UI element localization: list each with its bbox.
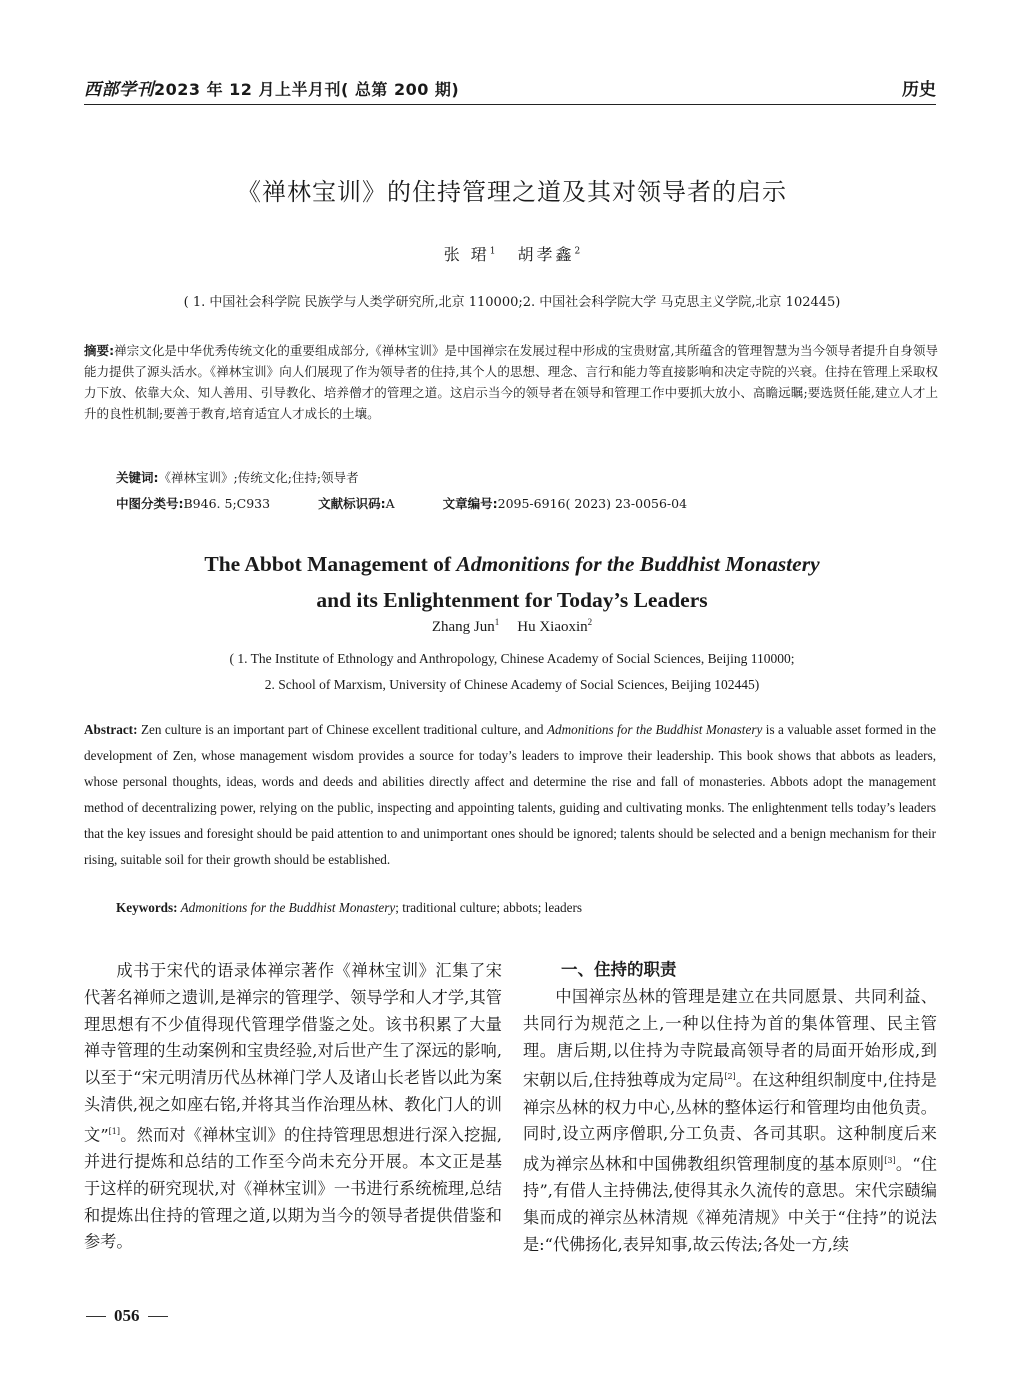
classification-info [116, 494, 687, 512]
english-keywords [116, 900, 582, 916]
doc-value: A [385, 496, 395, 511]
chinese-title: 《禅林宝训》的住持管理之道及其对领导者的启示 [237, 178, 787, 206]
author-2-en-sup: 2 [587, 617, 593, 627]
english-affiliation [0, 646, 1024, 698]
author-1-en: Zhang Jun [431, 619, 495, 635]
body-paragraph [523, 984, 937, 1259]
chinese-affiliation: ( 1. 中国社会科学院 民族学与人类学研究所,北京 110000;2. 中国社会科学院大学 马克思主义学院,北京 102445) [183, 295, 841, 310]
article-label: 文章编号: [442, 496, 498, 511]
journal-logo: 西部学刊 [84, 80, 154, 100]
english-keywords-label: Keywords: [116, 900, 178, 915]
citation-marker: [2] [724, 1072, 736, 1082]
body-left-column [84, 958, 502, 1256]
document-code [318, 494, 395, 512]
body-text: 。在这种组织制度中,住持是禅宗丛林的权力中心,丛林的整体运行和管理均由他负责。同时,设立两序僧职,分工负责、各司其职。这种制度后来成为禅宗丛林和中国佛教组织管理制度的基本原则 [523, 1070, 937, 1174]
running-header [84, 70, 936, 105]
author-2-en: Hu Xiaoxin [517, 619, 588, 635]
article-value: 2095-6916( 2023) 23-0056-04 [497, 496, 688, 511]
section-heading: 一、住持的职责 [561, 960, 677, 979]
dash-right [148, 1316, 168, 1317]
page-number-value: 056 [114, 1306, 140, 1325]
english-abstract-label: Abstract: [84, 722, 138, 737]
body-right-column [523, 958, 937, 1259]
english-keywords-rest: ; traditional culture; abbots; leaders [395, 900, 583, 915]
chinese-keywords [116, 468, 359, 486]
english-affiliation-line-1: ( 1. The Institute of Ethnology and Anthropology, Chinese Academy of Social Sciences, Beijing 110000; [229, 651, 795, 666]
journal-issue: 2023 年 12 月上半月刊( 总第 200 期) [154, 80, 460, 99]
english-title-line-2: and its Enlightenment for Today’s Leaders [316, 588, 708, 612]
english-title-line-1 [0, 546, 1024, 582]
english-abstract [84, 717, 936, 873]
author-1-cn: 张 珺 [443, 245, 490, 264]
english-abstract-text-b: is a valuable asset formed in the development of Zen, whose management wisdom provides a source for today’s leaders to improve their leadership. This book shows that abbots as leaders, whose personal thoughts, ideas, words and deeds and abilities directly affect and determine the rise and fall of monasteries. Abbots adopt the management method of decentralizing power, relying on the public, inspecting and appointing talents, guiding and cultivating monks. The enlightenment tells today’s leaders that the key issues and foresight should be paid attention to and unimportant ones should be ignored; talents should be selected and a benign mechanism for their rising, suitable soil for their growth should be established. [84, 722, 937, 867]
chinese-keywords-text: 《禅林宝训》;传统文化;住持;领导者 [158, 470, 359, 485]
article-number [443, 494, 687, 512]
journal-info [84, 75, 459, 100]
clc-number [116, 494, 270, 512]
dash-left [86, 1316, 106, 1317]
body-text: 。然而对《禅林宝训》的住持管理思想进行深入挖掘,并进行提炼和总结的工作至今尚未充分开展。本文正是基于这样的研究现状,对《禅林宝训》一书进行系统梳理,总结和提炼出住持的管理之道,以期为当今的领导者提供借鉴和参考。 [84, 1125, 502, 1252]
author-2-cn: 胡孝鑫 [517, 245, 575, 264]
chinese-abstract-label: 摘要: [84, 343, 115, 358]
chinese-abstract-text: 禅宗文化是中华优秀传统文化的重要组成部分,《禅林宝训》是中国禅宗在发展过程中形成的宝贵财富,其所蕴含的管理智慧为当今领导者提升自身领导能力提供了源头活水。《禅林宝训》向人们展现了作为领导者的住持,其个人的思想、理念、言行和能力等直接影响和决定寺院的兴衰。住持在管理上采取权力下放、依靠大众、知人善用、引导教化、培养僧才的管理之道。这启示当今的领导者在领导和管理工作中要抓大放小、高瞻远瞩;要选贤任能,建立人才上升的良性机制;要善于教育,培育适宜人才成长的土壤。 [84, 343, 939, 421]
english-abstract-text-a: Zen culture is an important part of Chinese excellent traditional culture, and [137, 722, 547, 737]
english-affiliation-line-2: 2. School of Marxism, University of Chinese Academy of Social Sciences, Beijing 102445) [264, 677, 760, 692]
body-text: 中国禅宗丛林的管理是建立在共同愿景、共同利益、共同行为规范之上,一种以住持为首的集体管理、民主管理。唐后期,以住持为寺院最高领导者的局面开始形成,到宋朝以后,住持独尊成为定局 [523, 987, 937, 1090]
clc-value: B946. 5;C933 [183, 496, 271, 511]
body-text: 成书于宋代的语录体禅宗著作《禅林宝训》汇集了宋代著名禅师之遗训,是禅宗的管理学、领导学和人才学,其管理思想有不少值得现代管理学借鉴之处。该书积累了大量禅寺管理的生动案例和宝贵经验,对后世产生了深远的影响,以至于“宋元明清历代丛林禅门学人及诸山长老皆以此为案头清供,视之如座右铭,并将其当作治理丛林、教化门人的训文” [84, 961, 502, 1145]
chinese-keywords-label: 关键词: [116, 470, 159, 485]
english-title [0, 546, 1024, 618]
citation-marker: [3] [884, 1156, 896, 1166]
chinese-abstract [84, 340, 938, 424]
english-title-part-1: The Abbot Management of [204, 552, 457, 576]
author-1-cn-sup: 1 [489, 246, 496, 257]
body-paragraph [84, 958, 502, 1256]
section-label: 历史 [902, 80, 936, 100]
english-keywords-italic: Admonitions for the Buddhist Monastery [177, 900, 396, 915]
page-number [86, 1306, 168, 1326]
chinese-authors [0, 242, 1024, 265]
doc-label: 文献标识码: [318, 496, 386, 511]
english-title-italic: Admonitions for the Buddhist Monastery [456, 552, 820, 576]
english-authors [0, 617, 1024, 636]
body-text: 。“住持”,有借人主持佛法,使得其永久流传的意思。宋代宗赜编集而成的禅宗丛林清规《禅苑清规》中关于“住持”的说法是:“代佛扬化,表异知事,故云传法;各处一方,续 [523, 1154, 937, 1254]
citation-marker: [1] [108, 1126, 120, 1136]
clc-label: 中图分类号: [116, 496, 184, 511]
english-abstract-italic: Admonitions for the Buddhist Monastery [546, 722, 763, 737]
author-2-cn-sup: 2 [574, 246, 581, 257]
author-1-en-sup: 1 [494, 617, 500, 627]
